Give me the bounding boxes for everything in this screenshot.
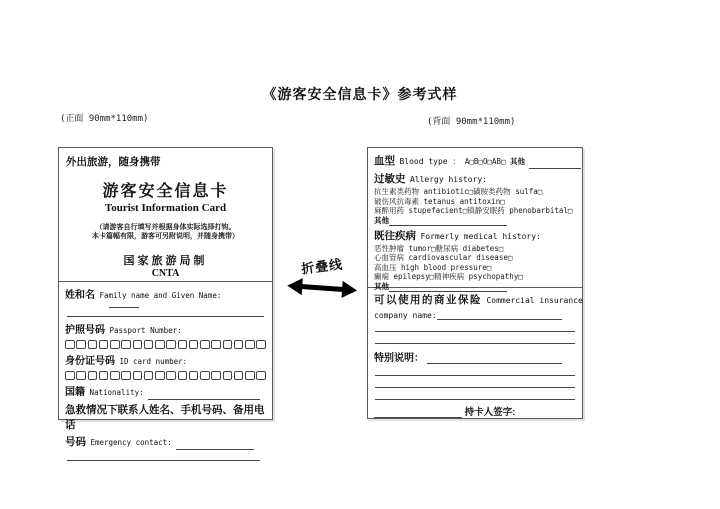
character-box [234, 371, 244, 380]
emergency-label-cn-line1: 急救情况下联系人姓名、手机号码、备用电话 [65, 404, 265, 431]
back-medical-section [368, 148, 582, 291]
character-box [166, 340, 176, 349]
character-box [234, 340, 244, 349]
character-box [211, 371, 221, 380]
emergency-label-cn-line2: 号码 [65, 436, 86, 448]
character-box [200, 340, 210, 349]
write-line [375, 320, 575, 332]
emergency-field [65, 432, 266, 450]
emergency-label-en: Emergency contact: [90, 438, 172, 447]
write-line [375, 388, 575, 400]
character-box [144, 371, 154, 380]
blood-label-en: Blood type ： [399, 157, 461, 166]
blood-type-row [374, 151, 576, 169]
character-box [76, 340, 86, 349]
allergy-other-label: 其他 [374, 215, 389, 225]
card-title-en: Tourist Information Card [104, 202, 227, 214]
id-label-en: ID card number: [119, 357, 188, 366]
character-box [178, 371, 188, 380]
nationality-label-en: Nationality: [89, 388, 144, 397]
nationality-field [65, 382, 266, 400]
nationality-label-cn: 国籍 [65, 387, 85, 398]
allergy-header [374, 169, 576, 187]
write-line [375, 364, 575, 376]
character-box [189, 371, 199, 380]
character-box [121, 340, 131, 349]
character-box [144, 340, 154, 349]
character-box [245, 340, 255, 349]
character-box [99, 371, 109, 380]
character-box [88, 340, 98, 349]
allergy-item: 抗生素类药物 antibiotic□磺胺类药物 sulfa□ [374, 187, 543, 196]
passport-field-label [65, 320, 266, 338]
passport-label-cn: 护照号码 [65, 325, 105, 336]
issuer-en: CNTA [151, 268, 180, 279]
signature-label: 持卡人签字: [464, 407, 516, 418]
name-label-en: Family name and Given Name: [99, 291, 222, 300]
character-box [133, 371, 143, 380]
blood-options: A□B□O□AB□ [464, 157, 506, 166]
blood-other-label: 其他 [509, 157, 525, 166]
allergy-label-en: Allergy history: [409, 175, 488, 184]
back-dimension-label: (背面 90mm*110mm) [427, 117, 516, 127]
fold-mark [284, 256, 360, 304]
allergy-item: 破伤风抗毒素 tetanus antitoxin□ [374, 196, 505, 206]
character-box [223, 340, 233, 349]
signature-row [374, 404, 576, 418]
front-dimension-label: (正面 90mm*110mm) [60, 114, 149, 124]
character-box [200, 371, 210, 380]
character-box [110, 371, 120, 380]
id-character-boxes [65, 371, 266, 380]
insurance-header [374, 290, 583, 308]
page-title: 《游客安全信息卡》参考式样 [262, 86, 458, 102]
character-box [178, 340, 188, 349]
card-back [367, 147, 583, 419]
special-notes-label: 特别说明： [374, 353, 424, 364]
name-field-label [65, 285, 266, 303]
company-name-row [374, 311, 576, 320]
allergy-other-row [374, 216, 576, 226]
character-box [245, 371, 255, 380]
company-name-line [437, 312, 562, 320]
allergy-other-line [389, 218, 507, 226]
carry-note: 外出旅游，随身携带 [66, 156, 161, 168]
double-arrow-icon [283, 274, 361, 306]
name-separator-line [109, 303, 139, 308]
character-box [121, 371, 131, 380]
issuer-cn: 国家旅游局制 [123, 255, 208, 267]
character-box [110, 340, 120, 349]
insurance-label-en: Commercial insurance [486, 296, 583, 305]
id-label-cn: 身份证号码 [65, 356, 115, 367]
front-form-section [59, 282, 272, 461]
name-label-cn: 姓和名 [65, 290, 95, 301]
passport-label-en: Passport Number: [109, 326, 182, 335]
fill-instructions-line1: （请游客自行填写并根据身体实际选择打钩。 [95, 224, 236, 231]
emergency-write-line2 [67, 453, 260, 461]
character-box [99, 340, 109, 349]
fold-line-label: 折叠线 [300, 256, 344, 277]
passport-character-boxes [65, 340, 266, 349]
nationality-write-line [148, 392, 260, 400]
character-box [65, 371, 75, 380]
history-header [374, 226, 576, 244]
history-item: 恶性肿瘤 tumor□糖尿病 diabetes□ [374, 243, 504, 253]
fill-instructions-line2: 本卡篇幅有限，游客可另附说明，并随身携带） [92, 233, 239, 240]
history-item: 心血管病 cardiovascular disease□ [374, 253, 513, 262]
card-title-cn: 游客安全信息卡 [102, 183, 229, 200]
history-label-en: Formerly medical history: [420, 231, 541, 241]
history-label-cn: 既往疾病 [374, 229, 416, 242]
history-item: 癫痫 epilepsy□精神疾病 psychopathy□ [374, 272, 523, 281]
character-box [166, 371, 176, 380]
character-box [223, 371, 233, 380]
character-box [256, 371, 266, 380]
signature-line [374, 410, 462, 418]
special-notes-line [427, 356, 562, 364]
character-box [65, 340, 75, 349]
fill-instructions [66, 223, 265, 241]
company-name-label: company name: [374, 311, 437, 320]
character-box [211, 340, 221, 349]
special-notes-row [374, 349, 576, 364]
character-box [256, 340, 266, 349]
blood-other-line [529, 161, 581, 169]
history-other-label: 其他 [374, 281, 389, 291]
character-box [155, 371, 165, 380]
insurance-label-cn: 可以使用的商业保险 [374, 294, 482, 306]
character-box [189, 340, 199, 349]
front-cover-section [59, 148, 272, 282]
allergy-label-cn: 过敏史 [374, 173, 406, 185]
back-insurance-section [368, 288, 582, 418]
write-line [375, 332, 575, 344]
blood-label-cn: 血型 [374, 155, 395, 167]
card-front [58, 147, 273, 448]
character-box [133, 340, 143, 349]
history-item: 高血压 high blood pressure□ [374, 262, 492, 272]
write-line [375, 376, 575, 388]
character-box [155, 340, 165, 349]
character-box [88, 371, 98, 380]
id-field-label [65, 351, 266, 369]
allergy-item: 麻醉用药 stupefacient□镇静安眠药 phenobarbital□ [374, 206, 573, 215]
emergency-write-line [176, 442, 254, 450]
character-box [76, 371, 86, 380]
name-write-line [67, 309, 264, 317]
